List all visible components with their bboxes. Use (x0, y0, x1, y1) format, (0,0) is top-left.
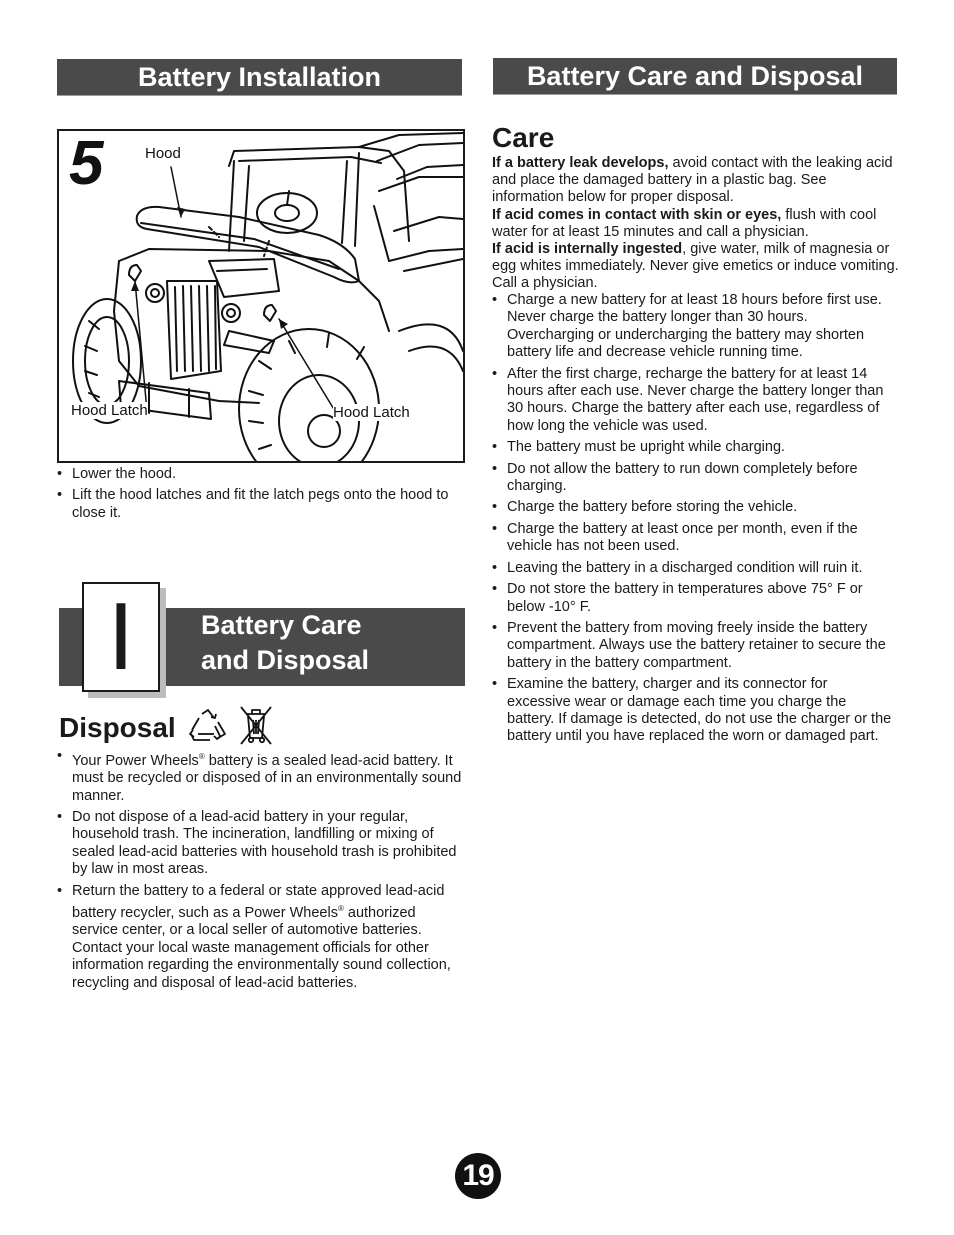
section-title-line1: Battery Care (201, 610, 362, 640)
care-paragraph: If acid comes in contact with skin or eyes, flush with cool water for at least 15 minutes and call a physician. (492, 206, 877, 240)
crossed-out-bin-icon (238, 704, 274, 746)
installation-steps-list (57, 466, 462, 526)
list-item: • The battery must be upright while charging. (492, 439, 892, 456)
list-item: • After the first charge, recharge the battery for at least 14 hours after each use. Never charge the battery longer than 30 hours. Charge the battery after each use, regardless of how long the vehicle was used. (492, 366, 892, 436)
list-item: • Return the battery to a federal or state approved lead-acid battery recycler, such as a Power Wheels® authorized service center, or a local seller of automotive batteries. Contact your local waste management officials for other information regarding the environmentally sound collection, recycling and disposal of lead-acid batteries. (57, 883, 462, 992)
hood-callout: Hood (145, 145, 181, 162)
section-title-line2: and Disposal (201, 645, 370, 675)
list-item: • Examine the battery, charger and its connector for excessive wear or damage each time you charge the battery. If damage is detected, do not use the charger or the battery until you have replaced the worn or damaged part. (492, 676, 892, 746)
hood-latch-right-callout: Hood Latch (333, 404, 410, 421)
list-item: • Lower the hood. (57, 466, 462, 483)
page-number: 19 (455, 1153, 501, 1199)
list-item: • Lift the hood latches and fit the latch pegs onto the hood to close it. (57, 487, 462, 522)
section-banner (59, 582, 465, 690)
section-title (201, 608, 461, 678)
care-paragraph: If a battery leak develops, avoid contact with the leaking acid and place the damaged battery in a plastic bag. See information below for proper disposal. (492, 155, 893, 206)
hood-latch-illustration (57, 129, 465, 463)
list-item: • Charge a new battery for at least 18 hours before first use. Never charge the battery longer than 30 hours. Overcharging or undercharging the battery may shorten battery life and decrease vehicle running time. (492, 292, 892, 362)
list-item: • Your Power Wheels® battery is a sealed lead-acid battery. It must be recycled or disposed of in an environmentally sound manner. (57, 748, 462, 805)
list-item: • Charge the battery at least once per month, even if the vehicle has not been used. (492, 521, 892, 556)
step-number: 5 (69, 129, 104, 198)
list-item: • Leaving the battery in a discharged condition will ruin it. (492, 560, 892, 577)
list-item: • Prevent the battery from moving freely inside the battery compartment. Always use the battery retainer to secure the battery in the battery compartment. (492, 620, 892, 672)
disposal-heading: Disposal (59, 712, 176, 743)
disposal-list (57, 748, 462, 996)
care-intro (492, 155, 902, 293)
care-heading: Care (492, 122, 555, 153)
care-paragraph: If acid is internally ingested, give water, milk of magnesia or egg whites immediately. Never give emetics or induce vomiting. Call a physician. (492, 241, 899, 292)
battery-installation-header (57, 59, 462, 95)
list-item: • Do not store the battery in temperatures above 75° F or below -10° F. (492, 581, 892, 616)
list-item: • Do not dispose of a lead-acid battery in your regular, household trash. The incineration, landfilling or mixing of sealed lead-acid batteries with household trash is prohibited by law in most areas. (57, 809, 462, 879)
battery-care-disposal-header-text: Battery Care and Disposal (526, 61, 864, 91)
list-item: • Charge the battery before storing the vehicle. (492, 499, 892, 516)
hood-latch-left-callout: Hood Latch (71, 402, 148, 419)
section-letter: I (82, 582, 160, 692)
care-list (492, 292, 892, 750)
recycle-icon (188, 708, 228, 744)
battery-care-disposal-header (493, 58, 897, 94)
battery-installation-header-text: Battery Installation (137, 62, 382, 92)
list-item: • Do not allow the battery to run down completely before charging. (492, 461, 892, 496)
